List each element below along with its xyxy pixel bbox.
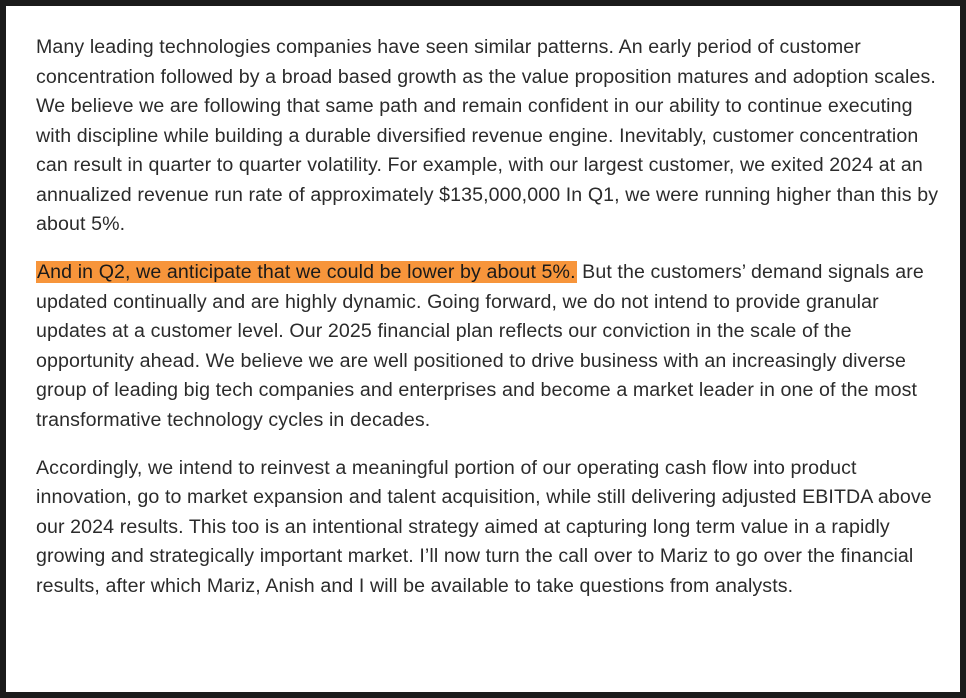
highlighted-sentence: And in Q2, we anticipate that we could be lower by about 5%. (37, 261, 576, 283)
paragraph-2-text: But the customers’ demand signals are updated continually and are highly dynamic. Going forward, we do not intend to provide granular updates at a customer level. Our 2025 financial plan reflects our conviction in the scale of the opportunity ahead. We believe we are well positioned to drive business with an increasingly diverse group of leading big tech companies and enterprises and become a market leader in one of the most transformative technology cycles in decades. (36, 261, 924, 431)
paragraph-1-text: Many leading technologies companies have seen similar patterns. An early period of customer concentration followed by a broad based growth as the value proposition matures and adoption scales. We believe we are following that same path and remain confident in our ability to continue executing with discipline while building a durable diversified revenue engine. Inevitably, customer concentration can result in quarter to quarter volatility. For example, with our largest customer, we exited 2024 at an annualized revenue run rate of approximately $135,000,000 In Q1, we were running higher than this by about 5%. (36, 36, 939, 235)
paragraph-3 (36, 454, 946, 602)
paragraph-2 (36, 258, 946, 435)
paragraph-3-text: Accordingly, we intend to reinvest a meaningful portion of our operating cash flow into product innovation, go to market expansion and talent acquisition, while still delivering adjusted EBITDA above our 2024 results. This too is an intentional strategy aimed at capturing long term value in a rapidly growing and strategically important market. I’ll now turn the call over to Mariz to go over the financial results, after which Mariz, Anish and I will be available to take questions from analysts. (36, 456, 932, 597)
transcript-text (36, 33, 946, 601)
paragraph-1 (36, 33, 946, 240)
